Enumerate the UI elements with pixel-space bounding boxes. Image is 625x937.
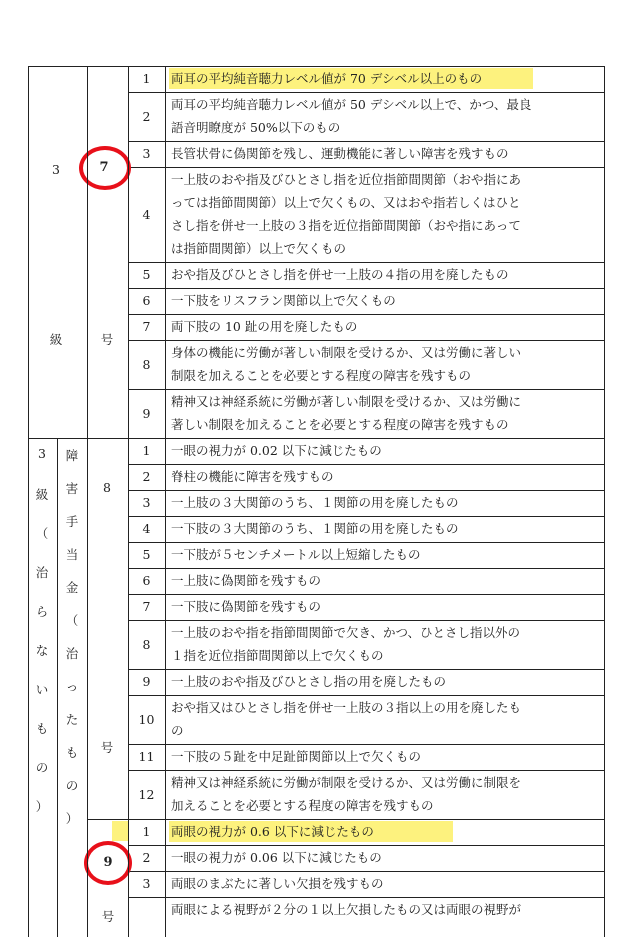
section-rule	[87, 819, 128, 820]
row-rule	[128, 669, 604, 670]
highlight-mark	[112, 821, 128, 841]
row-rule	[128, 262, 604, 263]
row-rule	[128, 516, 604, 517]
row-rule	[128, 490, 604, 491]
row-rule	[128, 897, 604, 898]
column-rule	[128, 66, 129, 937]
allowance-char: 当	[65, 547, 79, 562]
row-number: 8	[142, 636, 151, 652]
item-number: 9	[103, 855, 113, 870]
row-number: 2	[142, 469, 151, 484]
row-text: 一下肢が５センチメートル以上短縮したもの	[171, 547, 421, 562]
row-text: 精神又は神経系統に労働が著しい制限を受けるか、又は労働に	[171, 394, 522, 409]
row-text: 両眼のまぶたに著しい欠損を残すもの	[171, 876, 384, 891]
row-text: 両眼の視力が 0.6 以下に減じたもの	[171, 824, 374, 839]
row-text: 一眼の視力が 0.06 以下に減じたもの	[171, 850, 382, 865]
row-text: おや指及びひとさし指を併せ一上肢の４指の用を廃したもの	[171, 267, 509, 282]
grade-number: 3	[52, 162, 60, 177]
row-text: 身体の機能に労働が著しい制限を受けるか、又は労働に著しい	[171, 345, 522, 360]
row-text: 一上肢に偽関節を残すもの	[171, 573, 322, 588]
table-left-rule	[28, 66, 29, 937]
item-number: 7	[99, 160, 109, 175]
row-rule	[128, 744, 604, 745]
grade-char: も	[35, 721, 49, 736]
row-text: 両下肢の 10 趾の用を廃したもの	[171, 319, 358, 334]
row-rule	[128, 288, 604, 289]
gou-label: 号	[100, 740, 114, 755]
row-number: 7	[142, 319, 151, 334]
red-circle-marker	[84, 841, 132, 885]
row-number: 1	[142, 443, 151, 458]
row-text: 精神又は神経系統に労働が制限を受けるか、又は労働に制限を	[171, 775, 522, 790]
row-number: 2	[142, 108, 151, 124]
row-text: っては指節間関節）以上で欠くもの、又はおや指若しくはひと	[171, 195, 521, 210]
row-text: 一上肢の３大関節のうち、１関節の用を廃したもの	[171, 495, 459, 510]
row-text: 制限を加えることを必要とする程度の障害を残すもの	[171, 368, 472, 383]
row-number: 8	[142, 356, 151, 372]
row-number: 1	[142, 71, 151, 86]
row-text: 著しい制限を加えることを必要とする程度の障害を残すもの	[171, 417, 509, 432]
column-rule	[57, 438, 58, 937]
row-rule	[128, 464, 604, 465]
row-rule	[128, 167, 604, 168]
row-rule	[128, 620, 604, 621]
row-text: 長管状骨に偽関節を残し、運動機能に著しい障害を残すもの	[171, 146, 509, 161]
row-rule	[128, 92, 604, 93]
row-number: 7	[142, 599, 151, 614]
allowance-char: （	[65, 613, 79, 628]
item-number: 8	[103, 480, 111, 495]
row-text: 一下肢をリスフラン関節以上で欠くもの	[171, 293, 396, 308]
allowance-char: 障	[65, 448, 79, 463]
row-number: 9	[142, 405, 151, 421]
row-text: さし指を併せ一上肢の３指を近位指節間関節（おや指にあって	[171, 218, 521, 233]
row-number: 5	[142, 547, 151, 562]
allowance-char: っ	[65, 679, 79, 694]
row-number: 4	[142, 206, 151, 222]
row-number: 6	[142, 573, 151, 588]
gou-label: 号	[101, 909, 115, 924]
row-text: 両耳の平均純音聴力レベル値が 50 デシベル以上で、かつ、最良	[171, 97, 532, 112]
column-rule	[87, 66, 88, 937]
row-rule	[128, 314, 604, 315]
section-top-rule	[28, 66, 604, 67]
allowance-char: の	[65, 778, 79, 793]
grade-char: 治	[35, 565, 49, 580]
grade-char: な	[35, 643, 49, 658]
column-rule	[165, 66, 166, 937]
row-text: 一眼の視力が 0.02 以下に減じたもの	[171, 443, 382, 458]
row-text: １指を近位指節間関節以上で欠くもの	[171, 648, 384, 663]
row-text: 一上肢のおや指及びひとさし指の用を廃したもの	[171, 674, 447, 689]
row-text: 一上肢のおや指及びひとさし指を近位指節間関節（おや指にあ	[171, 172, 522, 187]
row-rule	[128, 340, 604, 341]
row-text: は指節間関節）以上で欠くもの	[171, 241, 347, 256]
row-number: 9	[142, 674, 151, 689]
row-rule	[128, 695, 604, 696]
row-number: 3	[142, 876, 151, 891]
grade-char: 3	[38, 446, 46, 461]
grade-char: ら	[35, 604, 49, 619]
allowance-char: 治	[65, 646, 79, 661]
row-text: の	[171, 723, 184, 738]
section-rule	[28, 438, 604, 439]
allowance-char: も	[65, 745, 79, 760]
grade-char: 級	[35, 487, 49, 502]
row-number: 11	[138, 749, 155, 764]
allowance-char: 金	[65, 580, 79, 595]
row-text: 加えることを必要とする程度の障害を残すもの	[171, 798, 434, 813]
row-number: 3	[142, 495, 151, 510]
row-number: 10	[138, 711, 155, 727]
row-rule	[128, 845, 604, 846]
allowance-char: 手	[65, 514, 79, 529]
row-text: 一上肢のおや指を指節間関節で欠き、かつ、ひとさし指以外の	[171, 625, 521, 640]
row-number: 5	[142, 267, 151, 282]
grade-char: （	[35, 526, 49, 541]
row-number: 2	[142, 850, 151, 865]
row-text: 一下肢に偽関節を残すもの	[171, 599, 322, 614]
grade-char: ）	[35, 799, 49, 814]
row-text: おや指又はひとさし指を併せ一上肢の３指以上の用を廃したも	[171, 700, 522, 715]
row-number: 6	[142, 293, 151, 308]
table-right-rule	[604, 66, 605, 937]
row-rule	[128, 770, 604, 771]
row-rule	[128, 389, 604, 390]
row-number: 3	[142, 146, 151, 161]
row-rule	[128, 594, 604, 595]
row-rule	[128, 819, 604, 820]
grade-kyu: 級	[49, 332, 63, 347]
allowance-char: 害	[65, 481, 79, 496]
gou-label: 号	[100, 332, 114, 347]
row-text: 両耳の平均純音聴力レベル値が 70 デシベル以上のもの	[171, 71, 483, 86]
row-text: 脊柱の機能に障害を残すもの	[171, 469, 334, 484]
row-text: 語音明瞭度が 50%以下のもの	[171, 120, 341, 135]
row-text: 一下肢の５趾を中足趾節関節以上で欠くもの	[171, 749, 422, 764]
allowance-char: た	[65, 712, 79, 727]
allowance-char: ）	[65, 811, 79, 826]
grade-char: い	[35, 682, 49, 697]
row-number: 1	[142, 824, 151, 839]
row-number: 4	[142, 521, 151, 536]
row-rule	[128, 542, 604, 543]
row-text: 一下肢の３大関節のうち、１関節の用を廃したもの	[171, 521, 459, 536]
row-rule	[128, 141, 604, 142]
row-number: 12	[138, 786, 155, 802]
row-text: 両眼による視野が２分の１以上欠損したもの又は両眼の視野が	[171, 902, 522, 917]
row-rule	[128, 871, 604, 872]
grade-char: の	[35, 760, 49, 775]
row-rule	[128, 568, 604, 569]
